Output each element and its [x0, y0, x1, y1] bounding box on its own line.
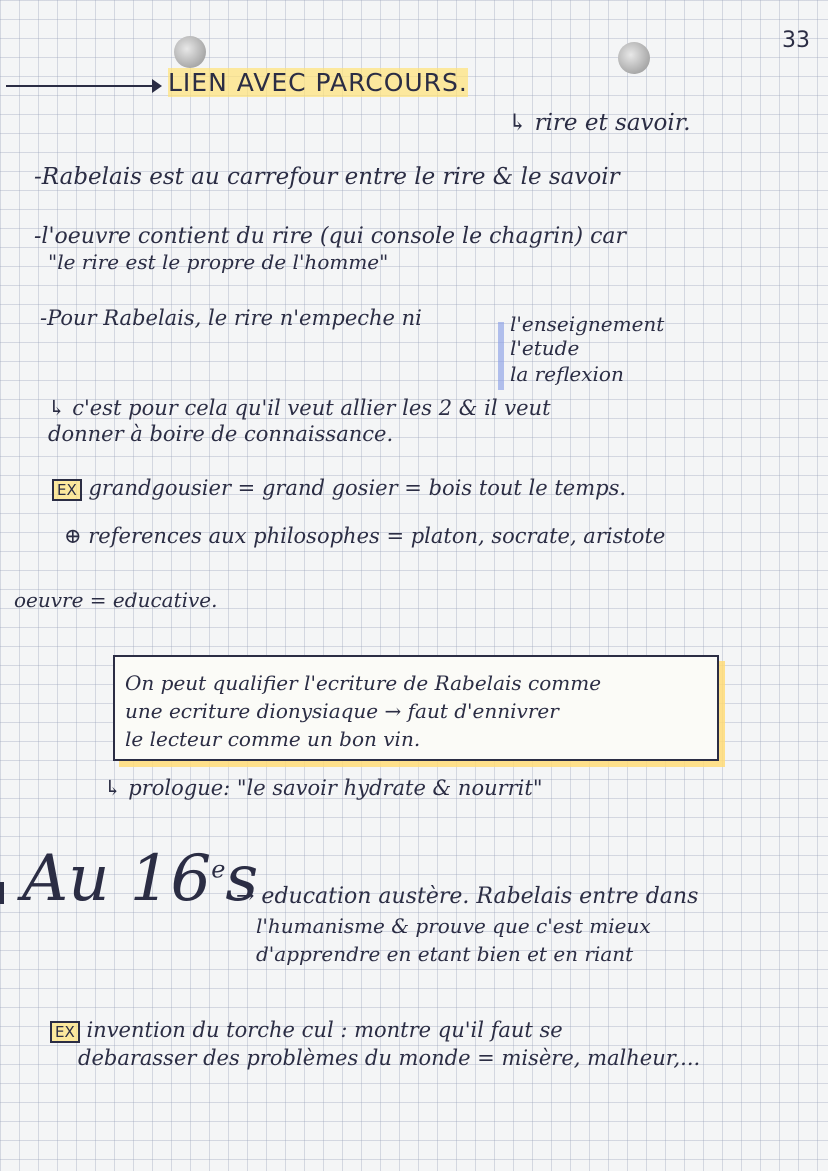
text-line-6: donner à boire de connaissance.: [48, 422, 394, 446]
arrow-line: [6, 85, 158, 87]
arrow-head-icon: [152, 79, 162, 93]
margin-mark: [0, 882, 4, 904]
list-item-3: la reflexion: [510, 362, 624, 386]
heading: LIEN AVEC PARCOURS.: [168, 68, 468, 97]
text-line-2: -l'oeuvre contient du rire (qui console le chagrin) car: [34, 224, 627, 249]
example-1: [52, 476, 626, 501]
au-16-sup: e: [211, 855, 226, 884]
text-line-5: ↳ c'est pour cela qu'il veut allier les 2 & il veut: [48, 396, 551, 420]
box-line-2: une ecriture dionysiaque → faut d'ennivrer: [125, 699, 559, 723]
highlight-box: [113, 655, 719, 761]
list-item-1: l'enseignement: [510, 312, 665, 336]
au-16-s: s: [225, 842, 259, 916]
au16-line-1: → education austère. Rabelais entre dans: [236, 884, 699, 909]
page-number: 33: [782, 28, 810, 53]
text-line-1: -Rabelais est au carrefour entre le rire & le savoir: [34, 164, 620, 190]
au-16-text: Au 16: [22, 842, 212, 916]
box-line-3: le lecteur comme un bon vin.: [125, 727, 421, 751]
binder-hole-left: [174, 36, 206, 68]
example-3-cont: debarasser des problèmes du monde = misère, malheur,...: [78, 1046, 701, 1070]
prologue-line: ↳ prologue: "le savoir hydrate & nourrit": [104, 776, 543, 800]
ex-tag-2: EX: [50, 1021, 80, 1043]
example-3: [50, 1018, 563, 1043]
example-2: ⊕ references aux philosophes = platon, socrate, aristote: [64, 524, 666, 548]
au-16-heading: [22, 842, 258, 916]
text-line-4: -Pour Rabelais, le rire n'empeche ni: [40, 306, 422, 330]
example-1-text: grandgousier = grand gosier = bois tout le temps.: [88, 476, 627, 500]
au16-line-3: d'apprendre en etant bien et en riant: [256, 942, 634, 966]
binder-hole-right: [618, 42, 650, 74]
list-bracket-bar: [498, 322, 504, 390]
ex-tag: EX: [52, 479, 82, 501]
text-line-7: oeuvre = educative.: [14, 588, 218, 612]
subheading: ↳ rire et savoir.: [508, 110, 691, 136]
au16-line-2: l'humanisme & prouve que c'est mieux: [256, 914, 651, 938]
text-line-3: "le rire est le propre de l'homme": [48, 250, 389, 274]
box-line-1: On peut qualifier l'ecriture de Rabelais comme: [125, 671, 602, 695]
example-3-text: invention du torche cul : montre qu'il faut se: [86, 1018, 563, 1042]
list-item-2: l'etude: [510, 336, 580, 360]
